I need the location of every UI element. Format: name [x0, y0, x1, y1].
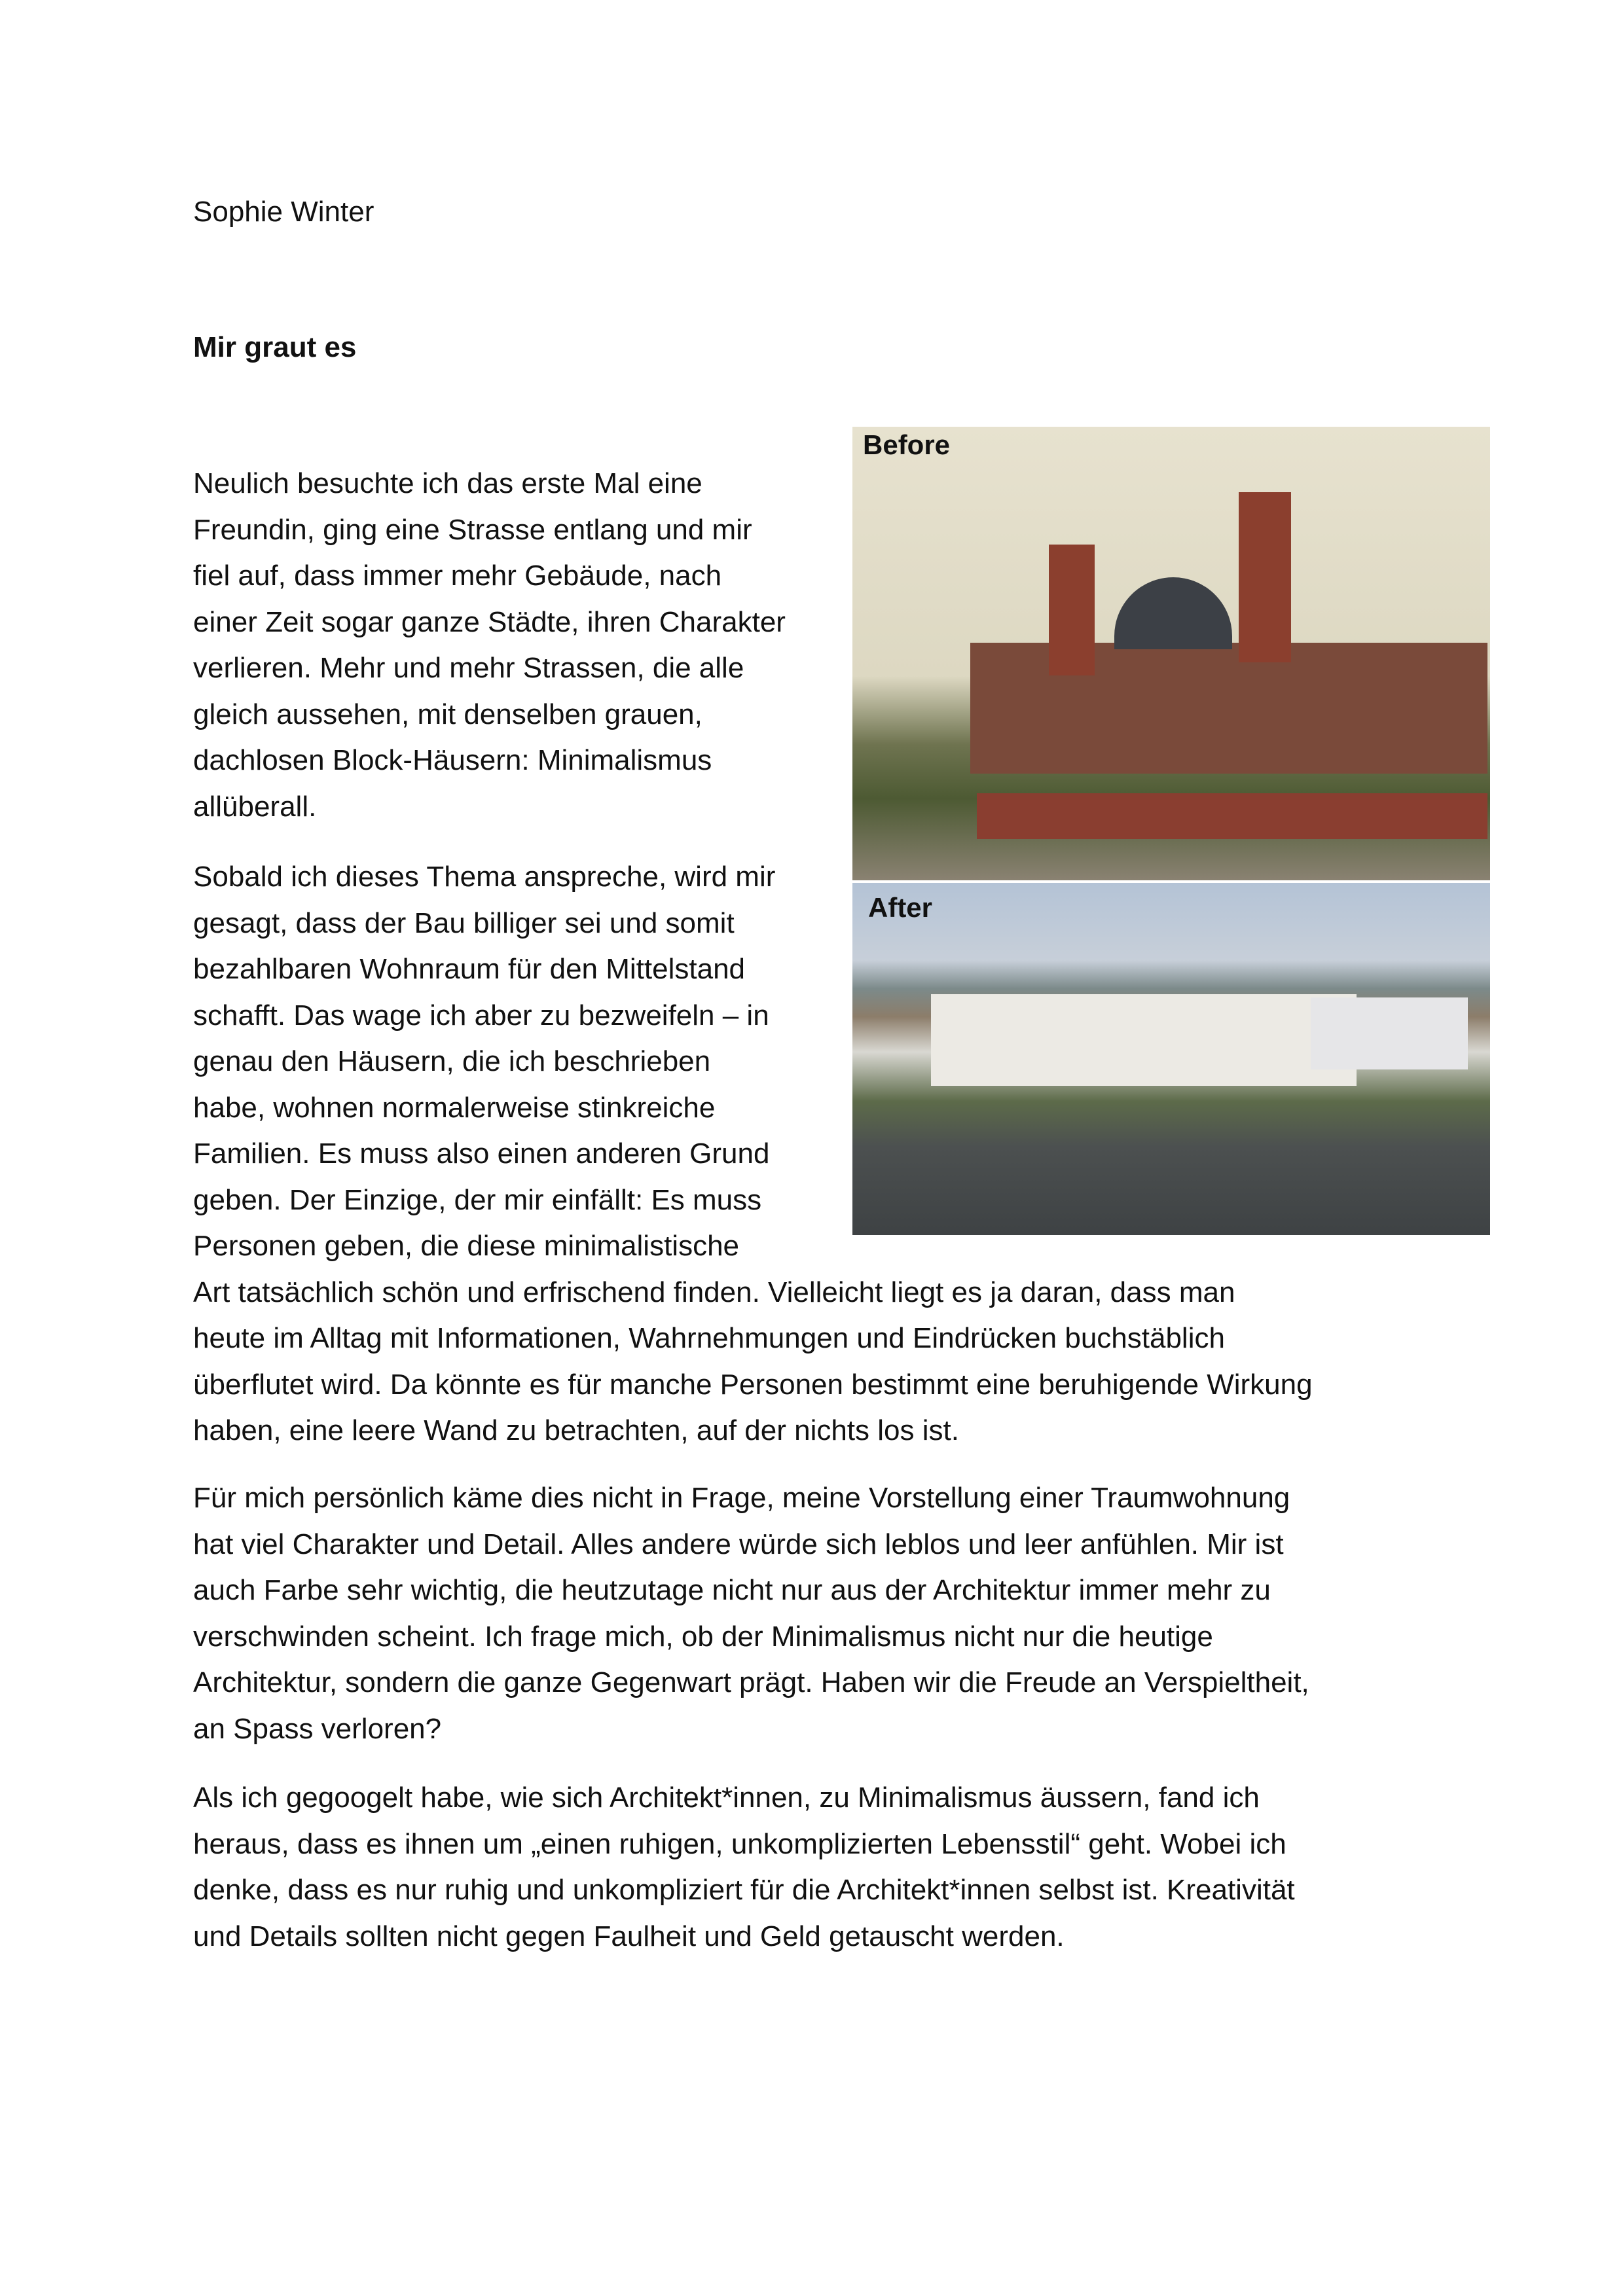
brick-wall: [977, 793, 1487, 839]
text-line: bezahlbaren Wohnraum für den Mittelstand: [193, 953, 746, 985]
text-line: überflutet wird. Da könnte es für manche Personen bestimmt eine beruhigende Wirkung: [193, 1368, 1313, 1401]
text-line: an Spass verloren?: [193, 1712, 442, 1745]
text-line: heraus, dass es ihnen um „einen ruhigen, unkomplizierten Lebensstil“ geht. Wobei ich: [193, 1827, 1286, 1860]
text-line: Für mich persönlich käme dies nicht in Frage, meine Vorstellung einer Traumwohnung: [193, 1482, 1290, 1514]
text-line: geben. Der Einzige, der mir einfällt: Es muss: [193, 1183, 762, 1216]
text-line: hat viel Charakter und Detail. Alles andere würde sich leblos und leer anfühlen. Mir ist: [193, 1528, 1284, 1560]
text-line: haben, eine leere Wand zu betrachten, auf der nichts los ist.: [193, 1414, 959, 1446]
text-line: gleich aussehen, mit denselben grauen,: [193, 698, 702, 730]
after-label: After: [868, 892, 933, 923]
text-line: Familien. Es muss also einen anderen Grund: [193, 1138, 770, 1170]
left-tower: [1049, 545, 1095, 675]
text-line: auch Farbe sehr wichtig, die heutzutage nicht nur aus der Architektur immer mehr zu: [193, 1574, 1271, 1606]
before-photo: [852, 427, 1490, 880]
text-line: einer Zeit sogar ganze Städte, ihren Charakter: [193, 605, 786, 638]
before-label: Before: [863, 429, 951, 460]
text-line: Personen geben, die diese minimalistische: [193, 1230, 740, 1262]
text-line: Architektur, sondern die ganze Gegenwart prägt. Haben wir die Freude an Verspieltheit,: [193, 1666, 1309, 1698]
text-line: dachlosen Block-Häusern: Minimalismus: [193, 744, 712, 776]
text-line: heute im Alltag mit Informationen, Wahrnehmungen und Eindrücken buchstäblich: [193, 1322, 1225, 1354]
page-title: Mir graut es: [193, 331, 357, 363]
text-line: Art tatsächlich schön und erfrischend finden. Vielleicht liegt es ja daran, dass man: [193, 1276, 1235, 1308]
paragraph-2: [193, 854, 1313, 1454]
office-building: [1311, 997, 1468, 1069]
text-line: fiel auf, dass immer mehr Gebäude, nach: [193, 560, 722, 592]
text-line: genau den Häusern, die ich beschrieben: [193, 1045, 711, 1077]
text-line: und Details sollten nicht gegen Faulheit und Geld getauscht werden.: [193, 1920, 1065, 1952]
text-line: verlieren. Mehr und mehr Strassen, die alle: [193, 652, 744, 684]
paragraph-3: [193, 1475, 1309, 1752]
text-line: verschwinden scheint. Ich frage mich, ob der Minimalismus nicht nur die heutige: [193, 1620, 1213, 1653]
text-line: Freundin, ging eine Strasse entlang und mir: [193, 513, 752, 546]
paragraph-1: [193, 461, 786, 830]
dome: [1114, 577, 1232, 649]
paragraph-4: [193, 1775, 1295, 1960]
text-line: habe, wohnen normalerweise stinkreiche: [193, 1091, 716, 1124]
text-line: allüberall.: [193, 790, 317, 823]
right-tower: [1239, 492, 1291, 662]
text-line: Sobald ich dieses Thema anspreche, wird mir: [193, 861, 776, 893]
historic-building: [970, 643, 1487, 774]
text-line: schafft. Das wage ich aber zu bezweifeln – in: [193, 999, 769, 1031]
text-line: Neulich besuchte ich das erste Mal eine: [193, 467, 702, 499]
author-name: Sophie Winter: [193, 196, 374, 228]
text-line: gesagt, dass der Bau billiger sei und somit: [193, 906, 735, 939]
text-line: denke, dass es nur ruhig und unkompliziert für die Architekt*innen selbst ist. Kreativität: [193, 1874, 1295, 1906]
text-line: Als ich gegoogelt habe, wie sich Architekt*innen, zu Minimalismus äussern, fand ich: [193, 1782, 1260, 1814]
